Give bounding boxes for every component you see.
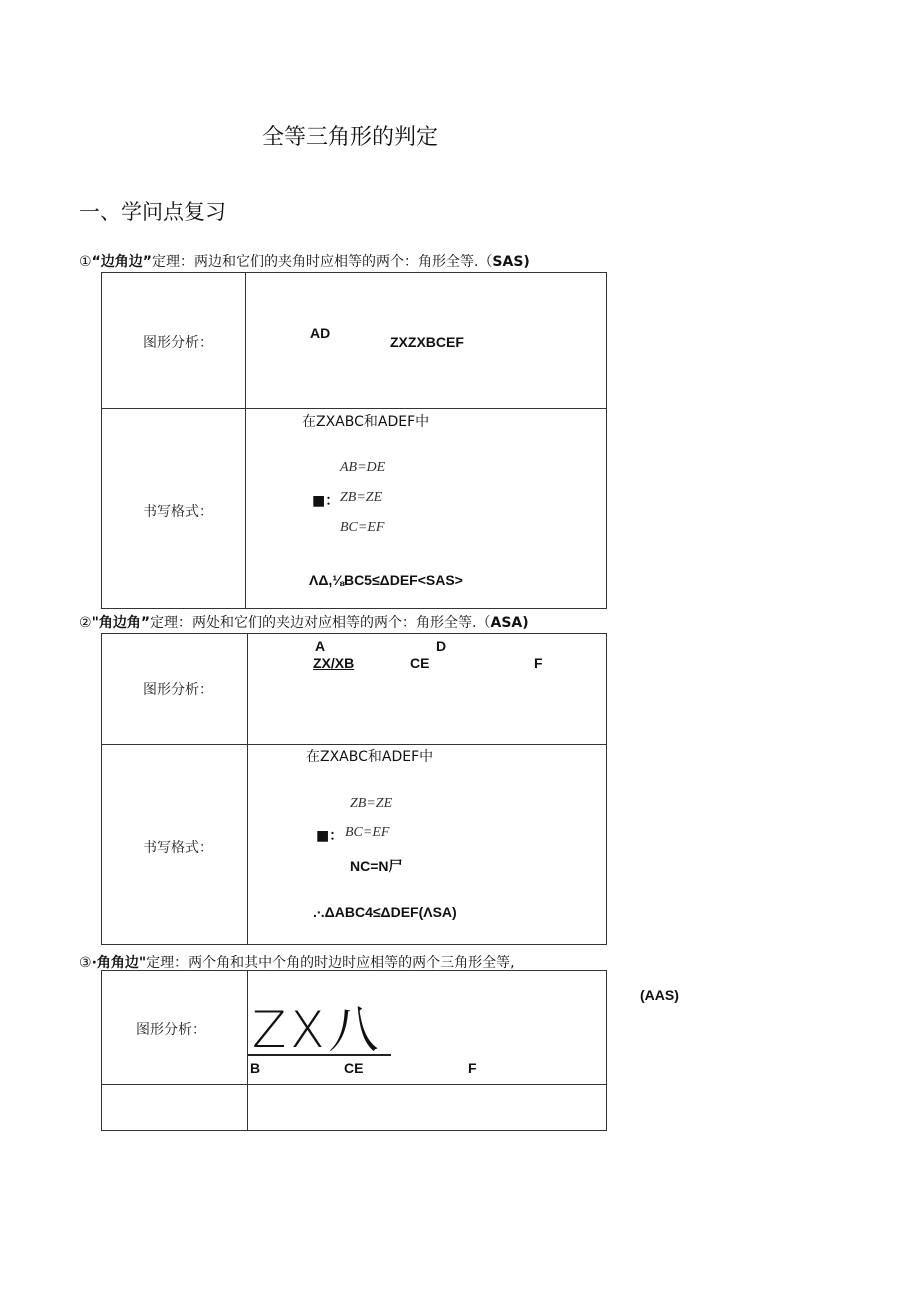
theorem-sas xyxy=(79,251,530,271)
figure-vertex: F xyxy=(468,1060,477,1076)
proof-line: ZB=ZE xyxy=(340,490,383,505)
format-label: 书写格式： xyxy=(143,840,213,856)
figure-vertices: AD xyxy=(310,325,331,341)
because-mark: ■： xyxy=(316,828,344,844)
table-divider xyxy=(101,1084,607,1085)
figure-label: 图形分析： xyxy=(143,682,213,698)
theorem-tag: (AAS) xyxy=(640,987,679,1003)
theorem-name: “边角边” xyxy=(91,254,152,270)
figure-large-label: ZX八 xyxy=(252,1001,383,1059)
proof-line xyxy=(302,411,429,431)
theorem-name: "角边角” xyxy=(91,615,151,631)
table-divider xyxy=(247,970,248,1131)
figure-vertex: F xyxy=(534,655,543,671)
table-divider xyxy=(101,408,607,409)
figure-vertex: D xyxy=(436,638,447,654)
theorem-tag: SAS) xyxy=(492,254,530,270)
theorem-number: ② xyxy=(79,615,92,631)
theorem-tag: ASA) xyxy=(490,615,529,631)
page-title: 全等三角形的判定 xyxy=(262,125,439,150)
theorem-name: ∙角角边" xyxy=(91,955,147,971)
figure-vertices: ZXZXBCEF xyxy=(390,334,464,350)
proof-text: 在ZXABC和ADEF中 xyxy=(302,414,430,430)
proof-conclusion: .∙.ΔABC4≤ΔDEF(ΛSA) xyxy=(313,904,457,920)
theorem-desc: 定理：两个角和其中个角的时边时应相等的两个三角形全等, xyxy=(146,955,515,971)
figure-baseline xyxy=(248,1054,391,1056)
theorem-aas xyxy=(79,952,515,972)
section-heading: 一、学问点复习 xyxy=(79,200,226,224)
proof-line: NC=N尸 xyxy=(350,858,403,874)
proof-line: BC=EF xyxy=(340,520,385,535)
proof-line: 在ZXABC和ADEF中 xyxy=(306,749,434,765)
because-mark: ■： xyxy=(312,493,340,509)
proof-line: ZB=ZE xyxy=(350,796,393,811)
theorem-asa xyxy=(79,612,529,632)
figure-vertices: CE xyxy=(344,1060,364,1076)
theorem-number: ③ xyxy=(79,955,92,971)
figure-label: 图形分析： xyxy=(143,335,213,351)
proof-conclusion: ΛΔ,⅛BC5≤ΔDEF<SAS> xyxy=(309,572,463,588)
theorem-desc: 定理：两处和它们的夹边对应相等的两个：角形全等.（ xyxy=(150,615,491,631)
table-divider xyxy=(247,633,248,945)
sas-table xyxy=(101,272,607,609)
format-label: 书写格式： xyxy=(143,504,213,520)
table-divider xyxy=(101,744,607,745)
figure-vertices: ZX/XB xyxy=(313,655,355,671)
proof-line: BC=EF xyxy=(345,825,390,840)
figure-vertices: CE xyxy=(410,655,430,671)
figure-vertex: B xyxy=(250,1060,261,1076)
table-divider xyxy=(245,272,246,609)
theorem-desc: 定理：两边和它们的夹角时应相等的两个：角形全等.（ xyxy=(151,254,493,270)
theorem-number: ① xyxy=(79,254,92,270)
figure-vertex: A xyxy=(315,638,326,654)
figure-label: 图形分析： xyxy=(136,1022,206,1038)
proof-line: AB=DE xyxy=(340,460,386,475)
